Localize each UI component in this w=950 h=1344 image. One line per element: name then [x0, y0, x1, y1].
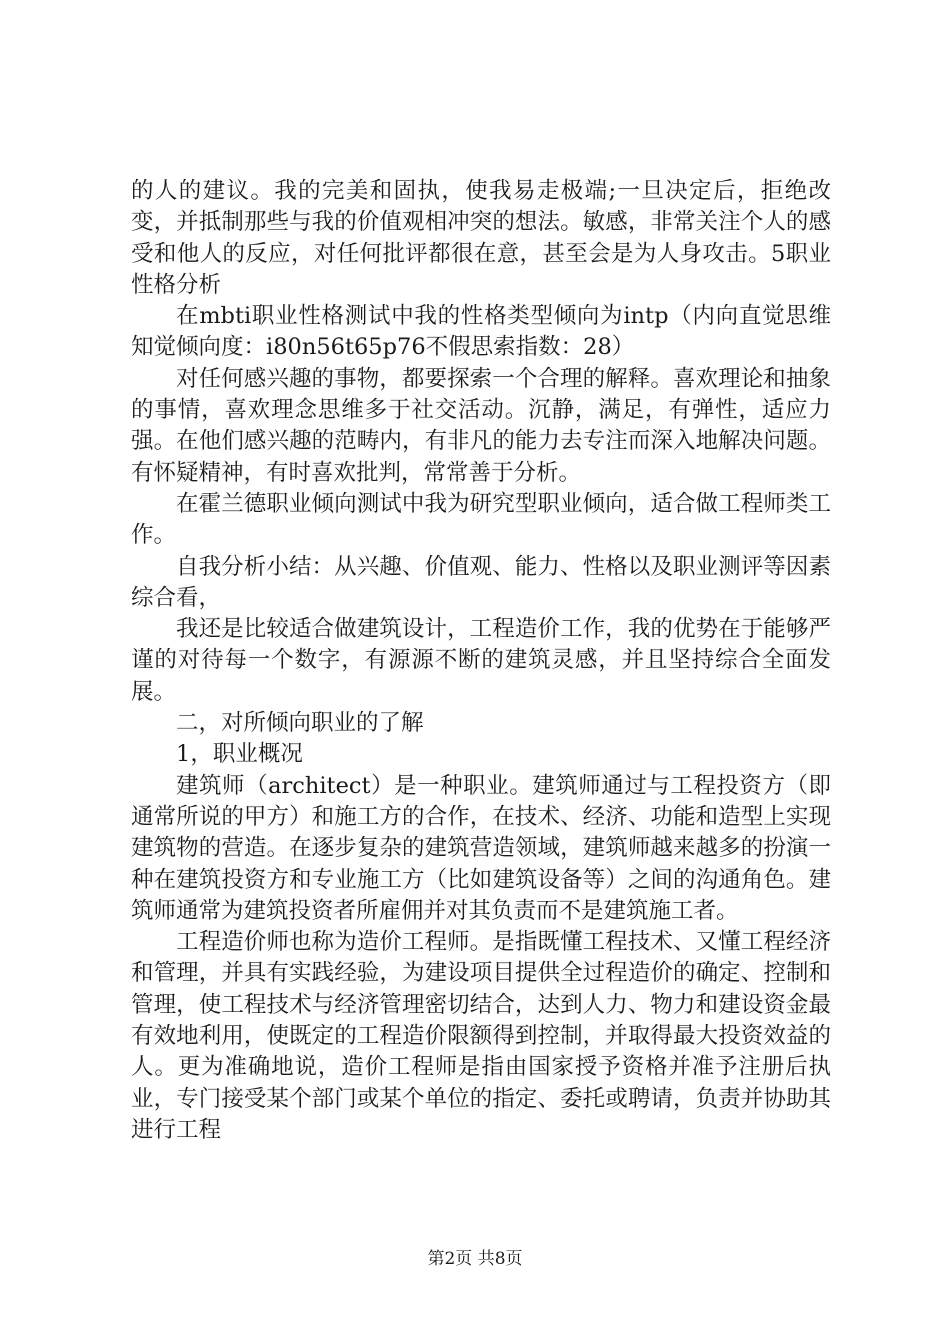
- section-heading: 二，对所倾向职业的了解: [176, 710, 424, 737]
- paragraph-mbti: 在mbti职业性格测试中我的性格类型倾向为intp（内向直觉思维知觉倾向度：i80n56t65p76不假思索指数：28）: [131, 303, 831, 361]
- paragraph-architect: 建筑师（architect）是一种职业。建筑师通过与工程投资方（即通常所说的甲方）和施工方的合作，在技术、经济、功能和造型上实现建筑物的营造。在逐步复杂的建筑营造领域，建筑师越来越多的扮演一种在建筑投资方和专业施工方（比如建筑设备等）之间的沟通角色。建筑师通常为建筑投资者所雇佣并对其负责而不是建筑施工者。: [131, 772, 831, 924]
- page-number: 第2页 共8页: [427, 1249, 523, 1269]
- paragraph-conclusion: 我还是比较适合做建筑设计，工程造价工作，我的优势在于能够严谨的对待每一个数字，有源源不断的建筑灵感，并且坚持综合全面发展。: [131, 616, 831, 705]
- paragraph-holland: 在霍兰德职业倾向测试中我为研究型职业倾向，适合做工程师类工作。: [131, 490, 831, 549]
- paragraph-continuation: 的人的建议。我的完美和固执，使我易走极端;一旦决定后，拒绝改变，并抵制那些与我的价值观相冲突的想法。敏感，非常关注个人的感受和他人的反应，对任何批评都很在意，甚至会是为人身攻击。5职业性格分析: [131, 178, 831, 298]
- document-body: [131, 176, 831, 1146]
- subsection-heading: 1，职业概况: [176, 741, 303, 768]
- paragraph-summary: 自我分析小结：从兴趣、价值观、能力、性格以及职业测评等因素综合看，: [131, 553, 831, 611]
- paragraph-cost-engineer: 工程造价师也称为造价工程师。是指既懂工程技术、又懂工程经济和管理，并具有实践经验，为建设项目提供全过程造价的确定、控制和管理，使工程技术与经济管理密切结合，达到人力、物力和建设资金最有效地利用，使既定的工程造价限额得到控制，并取得最大投资效益的人。更为准确地说，造价工程师是指由国家授予资格并准予注册后执业，专门接受某个部门或某个单位的指定、委托或聘请，负责并协助其进行工程: [131, 929, 831, 1143]
- paragraph-intp-description: 对任何感兴趣的事物，都要探索一个合理的解释。喜欢理论和抽象的事情，喜欢理念思维多于社交活动。沉静，满足，有弹性，适应力强。在他们感兴趣的范畴内，有非凡的能力去专注而深入地解决问题。有怀疑精神，有时喜欢批判，常常善于分析。: [131, 365, 831, 486]
